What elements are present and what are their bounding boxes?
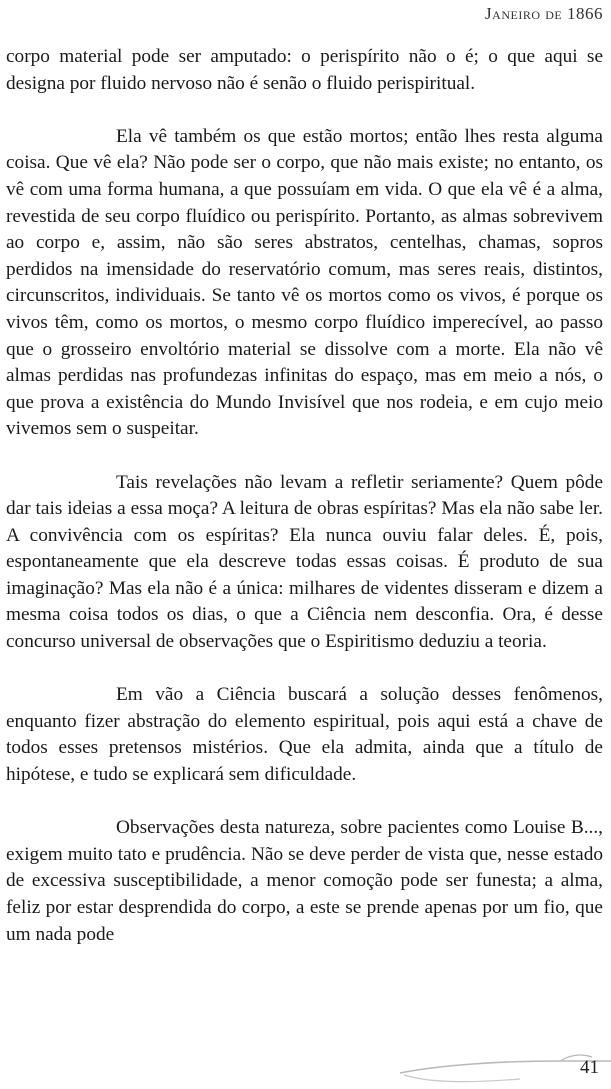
- footer-ornament-icon: [0, 1039, 611, 1089]
- text-body: [6, 44, 603, 948]
- page-footer: [0, 1039, 611, 1089]
- paragraph-5: Observações desta natureza, sobre pacientes como Louise B..., exigem muito tato e prudência. Não se deve perder de vista que, nesse estado de excessiva susceptibilidade, a menor comoção pode ser funesta; a alma, feliz por estar desprendida do corpo, a este se prende apenas por um fio, que um nada pode: [6, 817, 603, 945]
- paragraph-2: Ela vê também os que estão mortos; então lhes resta alguma coisa. Que vê ela? Não pode ser o corpo, que não mais existe; no entanto, os vê com uma forma humana, a que possuíam em vida. O que ela vê é a alma, revestida de seu corpo fluídico ou perispírito. Portanto, as almas sobrevivem ao corpo e, assim, não são seres abstratos, centelhas, chamas, sopros perdidos na imensidade do reservatório comum, mas seres reais, distintos, circunscritos, individuais. Se tanto vê os mortos como os vivos, é porque os vivos têm, como os mortos, o mesmo corpo fluídico imperecível, ao passo que o grosseiro envoltório material se dissolve com a morte. Ela não vê almas perdidas nas profundezas infinitas do espaço, mas em meio a nós, o que prova a existência do Mundo Invisível que nos rodeia, e em cujo meio vivemos sem o suspeitar.: [6, 125, 603, 440]
- paragraph-3: Tais revelações não levam a refletir seriamente? Quem pôde dar tais ideias a essa moça? A leitura de obras espíritas? Mas ela não sabe ler. A convivência com os espíritas? Ela nunca ouviu falar deles. É, pois, espontaneamente que ela descreve todas essas coisas. É produto de sua imaginação? Mas ela não é a única: milhares de videntes disseram e dizem a mesma coisa todos os dias, o que a Ciência nem desconfia. Ora, é desse concurso universal de observações que o Espiritismo deduziu a teoria.: [6, 471, 603, 653]
- paragraph-4: Em vão a Ciência buscará a solução desses fenômenos, enquanto fizer abstração do elemento espiritual, pois aqui está a chave de todos esses pretensos mistérios. Que ela admita, ainda que a título de hipótese, e tudo se explicará sem dificuldade.: [6, 684, 603, 786]
- running-header: Janeiro de 1866: [485, 4, 603, 23]
- page-number: 41: [580, 1057, 599, 1078]
- paragraph-1: corpo material pode ser amputado: o perispírito não o é; o que aqui se designa por fluido nervoso não é senão o fluido perispiritual.: [6, 46, 603, 94]
